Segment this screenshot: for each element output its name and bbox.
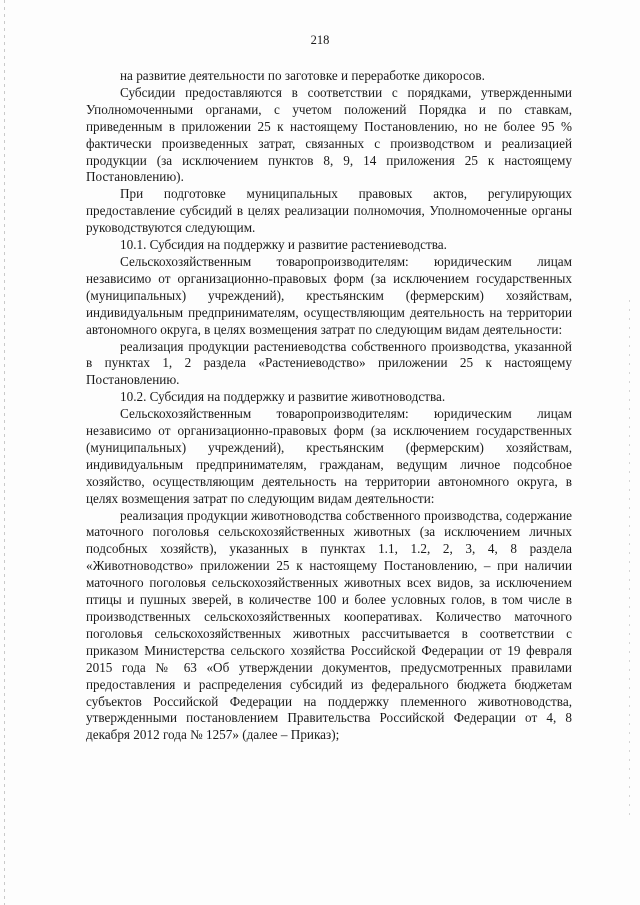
paragraph-continuation: на развитие деятельности по заготовке и переработке дикоросов. (120, 68, 485, 83)
document-body (86, 68, 572, 744)
heading-crop-subsidy: 10.1. Субсидия на поддержку и развитие растениеводства. (120, 237, 447, 253)
paragraph-livestock-activity: реализация продукции животноводства собственного производства, содержание маточного поголовья сельскохозяйственных животных (за исключением личных подсобных хозяйств), указанных в пунктах 1.1, 1.2, 2, 3, 4, 8 раздела «Животноводство» приложении 25 к настоящему Постановлению, – при наличии маточного поголовья сельскохозяйственных животных всех видов, за исключением птицы и пушных зверей, в количестве 100 и более условных голов, в том числе в производственных сельскохозяйственных кооперативах. Количество маточного поголовья сельскохозяйственных животных рассчитывается в соответствии с приказом Министерства сельского хозяйства Российской Федерации от 19 февраля 2015 года № 63 «Об утверждении документов, предусмотренных правилами предоставления и распределения субсидий из федерального бюджета бюджетам субъектов Российской Федерации на поддержку племенного животноводства, утвержденными постановлением Правительства Российской Федерации от 4, 8 декабря 2012 года № 1257» (далее – Приказ); (86, 507, 572, 743)
page-number: 218 (310, 33, 330, 47)
paragraph-livestock-recipients: Сельскохозяйственным товаропроизводителям: юридическим лицам независимо от организационно-правовых форм (за исключением государственных (муниципальных) учреждений), крестьянским (фермерским) хозяйствам, индивидуальным предпринимателям, гражданам, ведущим личное подсобное хозяйство, осуществляющим деятельность на территории автономного округа, в целях возмещения затрат по следующим видам деятельности: (86, 406, 572, 506)
scan-edge-line (4, 0, 5, 905)
scan-edge-line-right (629, 300, 630, 820)
paragraph-crop-recipients: Сельскохозяйственным товаропроизводителям: юридическим лицам независимо от организационно-правовых форм (за исключением государственных (муниципальных) учреждений), крестьянским (фермерским) хозяйствам, индивидуальным предпринимателям, осуществляющим деятельность на территории автономного округа, в целях возмещения затрат по следующим видам деятельности: (86, 253, 572, 337)
paragraph-crop-activity: реализация продукции растениеводства собственного производства, указанной в пунктах 1, 2 раздела «Растениеводство» приложении 25 к настоящему Постановлению. (86, 338, 572, 388)
paragraph-subsidies-provided: Субсидии предоставляются в соответствии с порядками, утвержденными Уполномоченными органами, с учетом положений Порядка и по ставкам, приведенным в приложении 25 к настоящему Постановлению, но не более 95 % фактически произведенных затрат, связанных с производством и реализацией продукции (за исключением пунктов 8, 9, 14 приложения 25 к настоящему Постановлению). (86, 84, 572, 185)
heading-livestock-subsidy: 10.2. Субсидия на поддержку и развитие животноводства. (120, 389, 446, 405)
paragraph-municipal-acts: При подготовке муниципальных правовых актов, регулирующих предоставление субсидий в целях реализации полномочия, Уполномоченные органы руководствуются следующим. (86, 186, 572, 236)
